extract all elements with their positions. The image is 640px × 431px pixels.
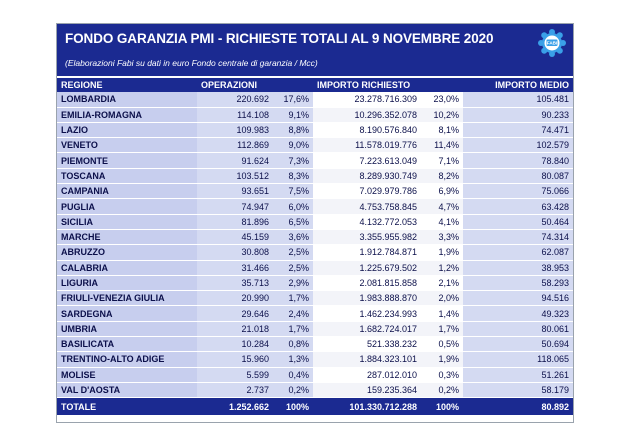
table-row <box>57 382 573 397</box>
cell-operazioni: 21.018 <box>197 321 273 336</box>
data-table <box>57 78 573 415</box>
report-title: FONDO GARANZIA PMI - RICHIESTE TOTALI AL 9 NOVEMBRE 2020 <box>65 31 494 46</box>
cell-operazioni: 15.960 <box>197 352 273 367</box>
cell-operazioni-pct: 9,0% <box>273 138 313 153</box>
report-card <box>56 23 574 423</box>
cell-regione: LOMBARDIA <box>57 92 197 107</box>
cell-regione: PIEMONTE <box>57 153 197 168</box>
table-row <box>57 275 573 290</box>
cell-regione: MARCHE <box>57 229 197 244</box>
cell-importo-medio: 49.323 <box>463 306 573 321</box>
col-header-importo-richiesto: IMPORTO RICHIESTO <box>313 78 421 92</box>
cell-importo: 10.296.352.078 <box>313 107 421 122</box>
cell-importo-medio: 74.314 <box>463 229 573 244</box>
cell-operazioni: 93.651 <box>197 184 273 199</box>
cell-importo: 1.462.234.993 <box>313 306 421 321</box>
cell-regione: VENETO <box>57 138 197 153</box>
cell-importo-pct: 10,2% <box>421 107 463 122</box>
cell-importo: 4.753.758.845 <box>313 199 421 214</box>
cell-importo-pct: 1,2% <box>421 260 463 275</box>
cell-importo-pct: 2,0% <box>421 291 463 306</box>
cell-operazioni: 5.599 <box>197 367 273 382</box>
cell-operazioni-pct: 0,8% <box>273 337 313 352</box>
cell-regione: CAMPANIA <box>57 184 197 199</box>
cell-importo-pct: 6,9% <box>421 184 463 199</box>
table-row <box>57 168 573 183</box>
cell-regione: TOSCANA <box>57 168 197 183</box>
cell-regione: FRIULI-VENEZIA GIULIA <box>57 291 197 306</box>
cell-importo: 8.190.576.840 <box>313 122 421 137</box>
cell-operazioni-pct: 7,3% <box>273 153 313 168</box>
table-row <box>57 337 573 352</box>
cell-regione: BASILICATA <box>57 337 197 352</box>
cell-importo-medio: 38.953 <box>463 260 573 275</box>
cell-importo-medio: 58.179 <box>463 382 573 397</box>
logo-text: FABI <box>546 40 558 46</box>
cell-importo-pct: 3,3% <box>421 229 463 244</box>
cell-operazioni-pct: 7,5% <box>273 184 313 199</box>
table-row <box>57 291 573 306</box>
cell-importo: 159.235.364 <box>313 382 421 397</box>
cell-operazioni: 91.624 <box>197 153 273 168</box>
cell-importo: 1.225.679.502 <box>313 260 421 275</box>
cell-importo-pct: 8,2% <box>421 168 463 183</box>
cell-importo-pct: 23,0% <box>421 92 463 107</box>
cell-operazioni-pct: 0,4% <box>273 367 313 382</box>
cell-regione: UMBRIA <box>57 321 197 336</box>
cell-operazioni: 220.692 <box>197 92 273 107</box>
cell-operazioni-pct: 8,3% <box>273 168 313 183</box>
cell-operazioni: 114.108 <box>197 107 273 122</box>
cell-importo-medio: 80.087 <box>463 168 573 183</box>
cell-operazioni-pct: 2,5% <box>273 260 313 275</box>
cell-importo-pct: 4,1% <box>421 214 463 229</box>
table-row <box>57 92 573 107</box>
cell-importo: 23.278.716.309 <box>313 92 421 107</box>
table-row <box>57 138 573 153</box>
cell-importo-pct: 11,4% <box>421 138 463 153</box>
cell-importo-medio: 75.066 <box>463 184 573 199</box>
cell-regione: PUGLIA <box>57 199 197 214</box>
cell-regione: TRENTINO-ALTO ADIGE <box>57 352 197 367</box>
cell-importo-medio: 63.428 <box>463 199 573 214</box>
cell-importo-pct: 1,9% <box>421 245 463 260</box>
cell-importo-pct: 7,1% <box>421 153 463 168</box>
total-label: TOTALE <box>57 398 197 416</box>
col-header-importo-pct <box>421 78 463 92</box>
cell-importo-medio: 51.261 <box>463 367 573 382</box>
cell-importo: 1.682.724.017 <box>313 321 421 336</box>
cell-operazioni: 109.983 <box>197 122 273 137</box>
cell-importo-pct: 0,2% <box>421 382 463 397</box>
cell-importo: 7.029.979.786 <box>313 184 421 199</box>
cell-operazioni: 30.808 <box>197 245 273 260</box>
cell-regione: CALABRIA <box>57 260 197 275</box>
table-row <box>57 367 573 382</box>
cell-regione: LAZIO <box>57 122 197 137</box>
cell-importo-pct: 0,3% <box>421 367 463 382</box>
table-row <box>57 184 573 199</box>
cell-importo: 521.338.232 <box>313 337 421 352</box>
table-row <box>57 321 573 336</box>
cell-operazioni-pct: 9,1% <box>273 107 313 122</box>
table-row <box>57 260 573 275</box>
cell-regione: EMILIA-ROMAGNA <box>57 107 197 122</box>
cell-importo-medio: 80.061 <box>463 321 573 336</box>
cell-operazioni: 74.947 <box>197 199 273 214</box>
cell-importo-medio: 78.840 <box>463 153 573 168</box>
cell-operazioni: 10.284 <box>197 337 273 352</box>
total-row <box>57 398 573 416</box>
table-row <box>57 199 573 214</box>
cell-importo-medio: 50.464 <box>463 214 573 229</box>
cell-operazioni: 81.896 <box>197 214 273 229</box>
total-operazioni-pct: 100% <box>273 398 313 416</box>
cell-importo: 7.223.613.049 <box>313 153 421 168</box>
total-operazioni: 1.252.662 <box>197 398 273 416</box>
table-row <box>57 153 573 168</box>
table-row <box>57 352 573 367</box>
cell-regione: MOLISE <box>57 367 197 382</box>
cell-importo-pct: 1,7% <box>421 321 463 336</box>
cell-operazioni-pct: 3,6% <box>273 229 313 244</box>
table-row <box>57 306 573 321</box>
cell-importo-medio: 90.233 <box>463 107 573 122</box>
cell-operazioni: 29.646 <box>197 306 273 321</box>
cell-importo: 11.578.019.776 <box>313 138 421 153</box>
cell-importo-pct: 1,9% <box>421 352 463 367</box>
col-header-regione: REGIONE <box>57 78 197 92</box>
table-body <box>57 92 573 397</box>
cell-importo-medio: 62.087 <box>463 245 573 260</box>
cell-importo: 1.884.323.101 <box>313 352 421 367</box>
total-importo: 101.330.712.288 <box>313 398 421 416</box>
report-subtitle: (Elaborazioni Fabi su dati in euro Fondo centrale di garanzia / Mcc) <box>65 58 318 68</box>
cell-importo-pct: 8,1% <box>421 122 463 137</box>
cell-operazioni: 45.159 <box>197 229 273 244</box>
cell-importo: 8.289.930.749 <box>313 168 421 183</box>
cell-importo-medio: 50.694 <box>463 337 573 352</box>
cell-importo-medio: 102.579 <box>463 138 573 153</box>
cell-importo-pct: 4,7% <box>421 199 463 214</box>
cell-operazioni-pct: 1,7% <box>273 321 313 336</box>
cell-importo-medio: 58.293 <box>463 275 573 290</box>
cell-operazioni-pct: 2,9% <box>273 275 313 290</box>
cell-regione: ABRUZZO <box>57 245 197 260</box>
cell-importo-medio: 94.516 <box>463 291 573 306</box>
report-header <box>57 24 573 76</box>
cell-operazioni-pct: 1,7% <box>273 291 313 306</box>
cell-operazioni-pct: 17,6% <box>273 92 313 107</box>
col-header-operazioni-pct <box>273 78 313 92</box>
cell-operazioni-pct: 0,2% <box>273 382 313 397</box>
cell-importo-medio: 105.481 <box>463 92 573 107</box>
cell-operazioni: 112.869 <box>197 138 273 153</box>
cell-regione: VAL D'AOSTA <box>57 382 197 397</box>
cell-operazioni: 31.466 <box>197 260 273 275</box>
cell-operazioni-pct: 2,4% <box>273 306 313 321</box>
cell-operazioni-pct: 1,3% <box>273 352 313 367</box>
col-header-importo-medio: IMPORTO MEDIO <box>463 78 573 92</box>
cell-importo: 4.132.772.053 <box>313 214 421 229</box>
col-header-operazioni: OPERAZIONI <box>197 78 273 92</box>
cell-operazioni-pct: 6,5% <box>273 214 313 229</box>
cell-operazioni: 20.990 <box>197 291 273 306</box>
cell-importo-pct: 1,4% <box>421 306 463 321</box>
cell-operazioni: 103.512 <box>197 168 273 183</box>
cell-operazioni: 35.713 <box>197 275 273 290</box>
cell-importo-medio: 74.471 <box>463 122 573 137</box>
fabi-logo-icon <box>537 28 567 58</box>
cell-importo-medio: 118.065 <box>463 352 573 367</box>
cell-importo: 2.081.815.858 <box>313 275 421 290</box>
cell-importo-pct: 2,1% <box>421 275 463 290</box>
cell-regione: SARDEGNA <box>57 306 197 321</box>
total-importo-pct: 100% <box>421 398 463 416</box>
cell-operazioni-pct: 2,5% <box>273 245 313 260</box>
cell-regione: LIGURIA <box>57 275 197 290</box>
cell-importo: 287.012.010 <box>313 367 421 382</box>
cell-operazioni: 2.737 <box>197 382 273 397</box>
cell-importo: 1.912.784.871 <box>313 245 421 260</box>
cell-regione: SICILIA <box>57 214 197 229</box>
cell-importo: 1.983.888.870 <box>313 291 421 306</box>
total-medio: 80.892 <box>463 398 573 416</box>
cell-operazioni-pct: 6,0% <box>273 199 313 214</box>
cell-importo: 3.355.955.982 <box>313 229 421 244</box>
table-row <box>57 245 573 260</box>
table-row <box>57 229 573 244</box>
table-row <box>57 214 573 229</box>
cell-operazioni-pct: 8,8% <box>273 122 313 137</box>
cell-importo-pct: 0,5% <box>421 337 463 352</box>
table-row <box>57 107 573 122</box>
table-header-row <box>57 78 573 92</box>
table-row <box>57 122 573 137</box>
